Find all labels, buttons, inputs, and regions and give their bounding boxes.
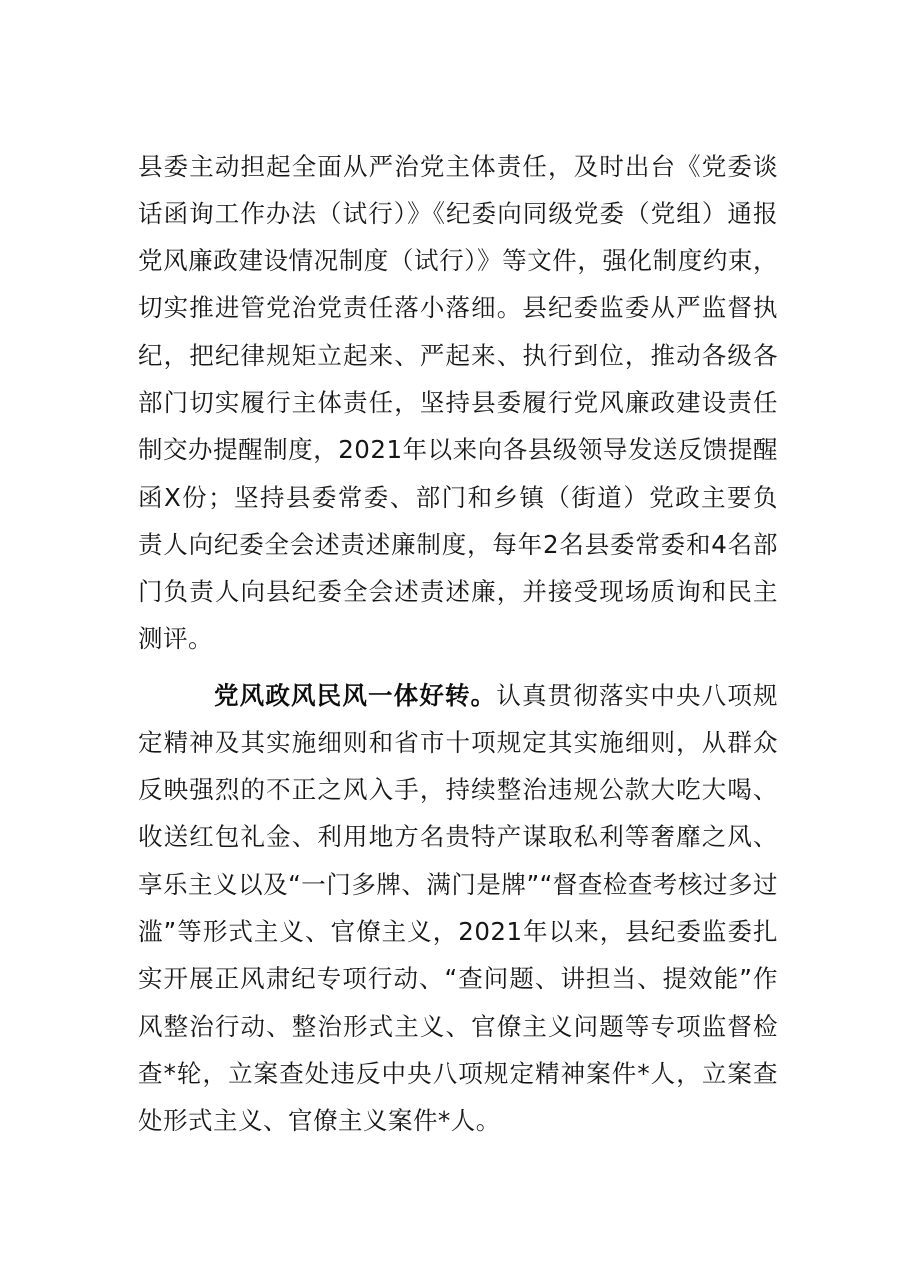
paragraph-lead-heading: 党风政风民风一体好转。 (214, 680, 497, 710)
body-paragraph-style-improvement (138, 672, 778, 1145)
paragraph-body-text: 认真贯彻落实中央八项规定精神及其实施细则和省市十项规定其实施细则，从群众反映强烈的不正之风入手，持续整治违规公款大吃大喝、收送红包礼金、利用地方名贵特产谋取私利等奢靡之风、享乐主义以及“一门多牌、满门是牌”“督查检查考核过多过滥”等形式主义、官僚主义，2021年以来，县纪委监委扎实开展正风肃纪专项行动、“查问题、讲担当、提效能”作风整治行动、整治形式主义、官僚主义问题等专项监督检查*轮，立案查处违反中央八项规定精神案件*人，立案查处形式主义、官僚主义案件*人。 (138, 680, 779, 1136)
body-paragraph-responsibility: 县委主动担起全面从严治党主体责任，及时出台《党委谈话函询工作办法（试行）》《纪委向同级党委（党组）通报党风廉政建设情况制度（试行）》等文件，强化制度约束，切实推进管党治党责任落小落细。县纪委监委从严监督执纪，把纪律规矩立起来、严起来、执行到位，推动各级各部门切实履行主体责任，坚持县委履行党风廉政建设责任制交办提醒制度，2021年以来向各县级领导发送反馈提醒函X份；坚持县委常委、部门和乡镇（街道）党政主要负责人向纪委全会述责述廉制度，每年2名县委常委和4名部门负责人向县纪委全会述责述廉，并接受现场质询和民主测评。 (138, 151, 778, 654)
